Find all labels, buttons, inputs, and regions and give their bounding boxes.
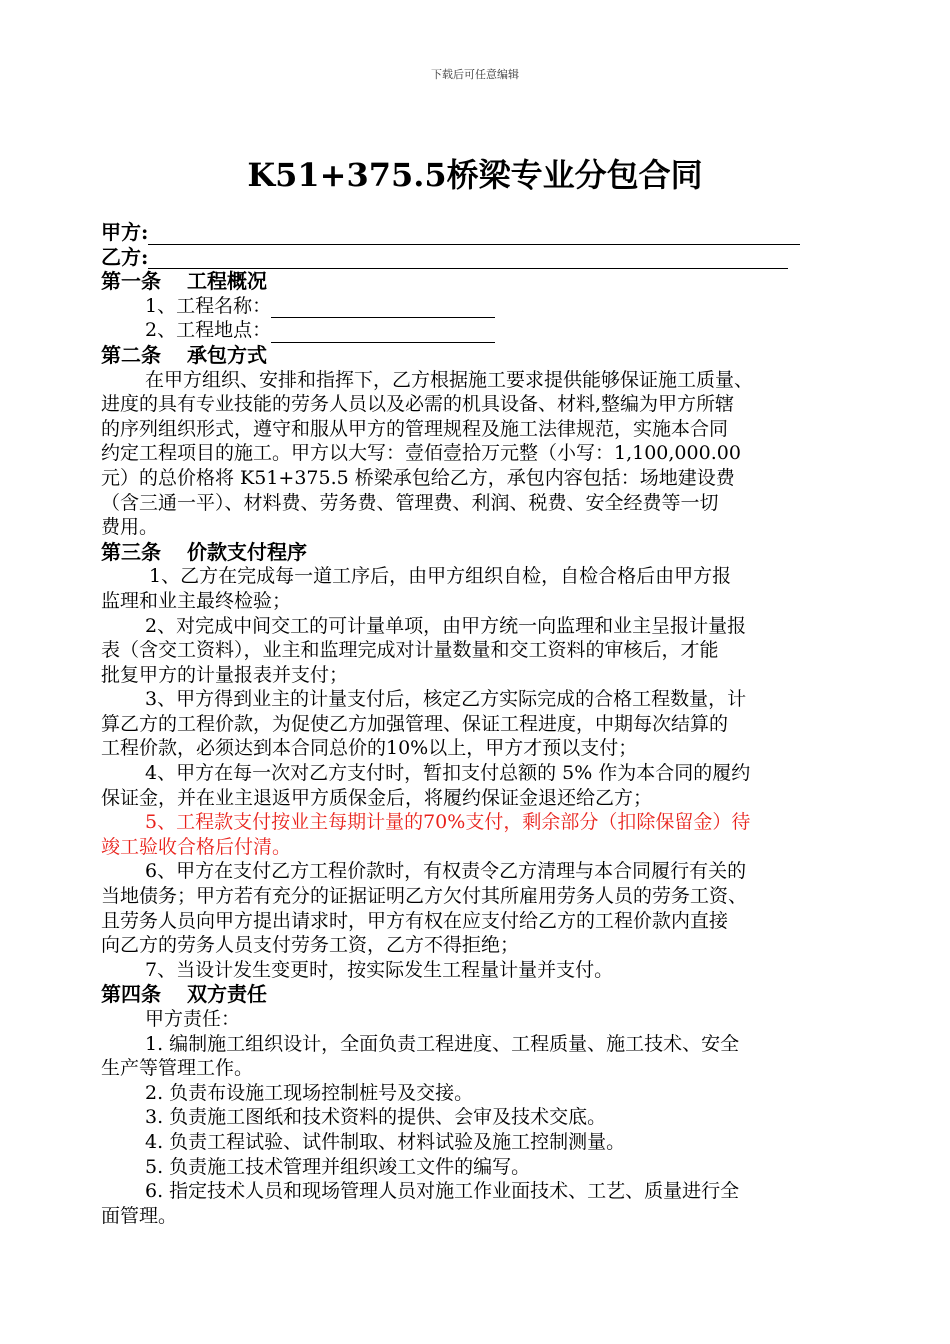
project-location-label: 2、工程地点： — [145, 319, 272, 342]
section-3-number: 第三条 — [101, 539, 161, 564]
text-line: 向乙方的劳务人员支付劳务工资，乙方不得拒绝； — [101, 934, 520, 957]
section-3-heading — [101, 540, 853, 565]
text-line: 的序列组织形式，遵守和服从甲方的管理规程及施工法律规范，实施本合同 — [101, 417, 729, 440]
contract-body — [101, 220, 853, 1228]
text-line: 监理和业主最终检验； — [101, 589, 292, 612]
section-4-heading — [101, 982, 853, 1007]
text-line: 6. 指定技术人员和现场管理人员对施工作业面技术、工艺、质量进行全 — [145, 1180, 740, 1203]
section-4-number: 第四条 — [101, 982, 161, 1007]
text-line: 算乙方的工程价款，为促使乙方加强管理、保证工程进度，中期每次结算的 — [101, 712, 729, 735]
project-name-label: 1、工程名称： — [145, 294, 272, 317]
section-2-heading — [101, 343, 853, 368]
highlighted-text-line: 竣工验收合格后付清。 — [101, 835, 292, 858]
text-line: 保证金，并在业主退返甲方质保金后，将履约保证金退还给乙方； — [101, 786, 653, 809]
text-line: 1、乙方在完成每一道工序后，由甲方组织自检，自检合格后由甲方报 — [149, 565, 732, 588]
text-line: 2. 负责布设施工现场控制桩号及交接。 — [145, 1081, 474, 1104]
section-1-heading — [101, 269, 853, 294]
party-b-line — [101, 245, 853, 270]
project-location-field[interactable] — [271, 323, 495, 343]
project-name-field[interactable] — [271, 298, 495, 318]
party-a-label: 甲方: — [101, 220, 149, 244]
text-line: 5. 负责施工技术管理并组织竣工文件的编写。 — [145, 1155, 531, 1178]
section-2-name: 承包方式 — [187, 342, 267, 367]
text-line: 约定工程项目的施工。甲方以大写：壹佰壹拾万元整（小写：1,100,000.00 — [101, 442, 741, 465]
party-a-line — [101, 220, 853, 245]
party-b-field[interactable] — [148, 249, 788, 269]
section-3-name: 价款支付程序 — [187, 539, 307, 564]
party-a-field[interactable] — [148, 225, 800, 245]
highlighted-text-line: 5、工程款支付按业主每期计量的70%支付，剩余部分（扣除保留金）待 — [145, 811, 751, 834]
header-note: 下载后可任意编辑 — [431, 68, 519, 81]
section-2-number: 第二条 — [101, 342, 161, 367]
text-line: 3. 负责施工图纸和技术资料的提供、会审及技术交底。 — [145, 1106, 607, 1129]
project-name-line — [101, 294, 853, 319]
text-line: 进度的具有专业技能的劳务人员以及必需的机具设备、材料,整编为甲方所辖 — [101, 393, 735, 416]
text-line: 1. 编制施工组织设计，全面负责工程进度、工程质量、施工技术、安全 — [145, 1032, 740, 1055]
text-line: 2、对完成中间交工的可计量单项，由甲方统一向监理和业主呈报计量报 — [145, 614, 747, 637]
text-line: 4、甲方在每一次对乙方支付时，暂扣支付总额的 5% 作为本合同的履约 — [145, 762, 751, 785]
text-line: 元）的总价格将 K51+375.5 桥梁承包给乙方，承包内容包括：场地建设费 — [101, 466, 735, 489]
text-line: 7、当设计发生变更时，按实际发生工程量计量并支付。 — [145, 958, 614, 981]
text-line: 4. 负责工程试验、试件制取、材料试验及施工控制测量。 — [145, 1130, 626, 1153]
text-line: 表（含交工资料），业主和监理完成对计量数量和交工资料的审核后，才能 — [101, 639, 719, 662]
text-line: 6、甲方在支付乙方工程价款时，有权责令乙方清理与本合同履行有关的 — [145, 860, 747, 883]
text-line: 面管理。 — [101, 1204, 178, 1227]
text-line: 生产等管理工作。 — [101, 1057, 254, 1080]
text-line: 工程价款，必须达到本合同总价的10%以上，甲方才预以支付； — [101, 737, 638, 760]
document-title: K51+375.5桥梁专业分包合同 — [247, 156, 703, 194]
text-line: 批复甲方的计量报表并支付； — [101, 663, 349, 686]
section-1-name: 工程概况 — [187, 269, 267, 294]
section-1-number: 第一条 — [101, 269, 161, 294]
text-line: （含三通一平）、材料费、劳务费、管理费、利润、税费、安全经费等一切 — [101, 491, 719, 514]
party-b-label: 乙方: — [101, 244, 149, 269]
text-line: 在甲方组织、安排和指挥下，乙方根据施工要求提供能够保证施工质量、 — [145, 368, 754, 391]
text-line: 费用。 — [101, 516, 159, 539]
text-line: 甲方责任： — [145, 1008, 241, 1030]
project-location-line — [101, 318, 853, 343]
text-line: 3、甲方得到业主的计量支付后，核定乙方实际完成的合格工程数量，计 — [145, 688, 747, 711]
section-4-name: 双方责任 — [187, 982, 267, 1007]
text-line: 当地债务；甲方若有充分的证据证明乙方欠付其所雇用劳务人员的劳务工资、 — [101, 885, 748, 908]
text-line: 且劳务人员向甲方提出请求时，甲方有权在应支付给乙方的工程价款内直接 — [101, 909, 729, 932]
